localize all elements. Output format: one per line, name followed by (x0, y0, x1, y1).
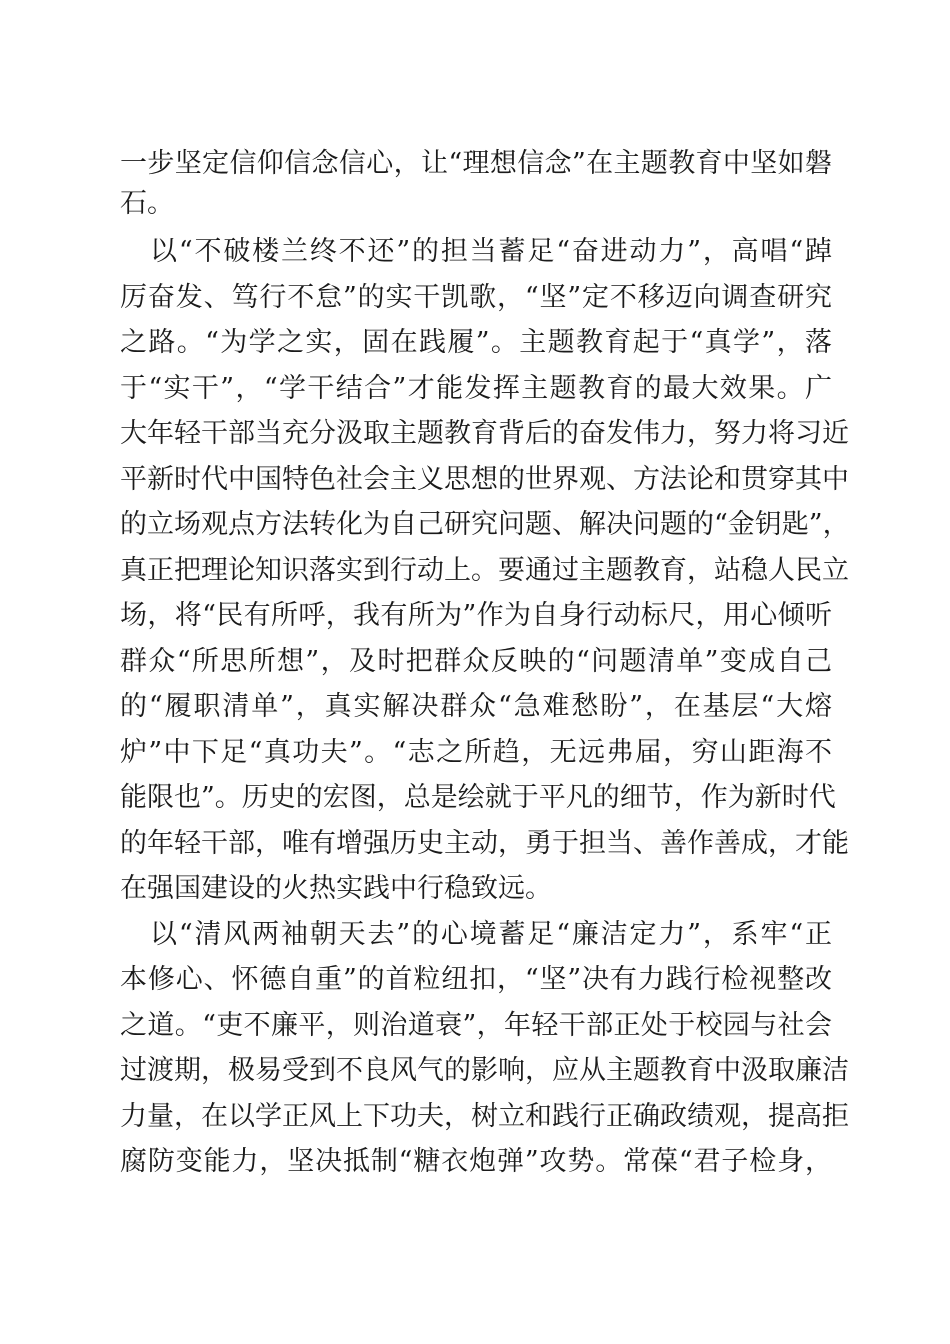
text-line: 于“实干”，“学干结合”才能发挥主题教育的最大效果。广 (120, 373, 832, 404)
text-line: 之路。“为学之实，固在践履”。主题教育起于“真学”，落 (120, 327, 832, 358)
text-line: 大年轻干部当充分汲取主题教育背后的奋发伟力，努力将习近 (120, 418, 849, 449)
text-line: 能限也”。历史的宏图，总是绘就于平凡的细节，作为新时代 (120, 782, 836, 813)
text-line: 群众“所思所想”，及时把群众反映的“问题清单”变成自己 (120, 646, 832, 677)
text-line: 的年轻干部，唯有增强历史主动，勇于担当、善作善成，才能 (120, 828, 849, 859)
text-line: 以“不破楼兰终不还”的担当蓄足“奋进动力”，高唱“踔 (150, 236, 832, 267)
text-line: 厉奋发、笃行不怠”的实干凯歌，“坚”定不移迈向调查研究 (120, 282, 832, 313)
text-line: 之道。“吏不廉平，则治道衰”，年轻干部正处于校园与社会 (120, 1010, 832, 1041)
text-line: 的立场观点方法转化为自己研究问题、解决问题的“金钥匙”， (120, 509, 850, 540)
text-line: 腐防变能力，坚决抵制“糖衣炮弹”攻势。常葆“君子检身， (120, 1146, 832, 1177)
text-line: 力量，在以学正风上下功夫，树立和践行正确政绩观，提高拒 (120, 1101, 849, 1132)
text-line: 在强国建设的火热实践中行稳致远。 (120, 873, 552, 904)
text-line: 炉”中下足“真功夫”。“志之所趋，无远弗届，穷山距海不 (120, 737, 832, 768)
text-line: 场，将“民有所呼，我有所为”作为自身行动标尺，用心倾听 (120, 600, 832, 631)
text-line: 真正把理论知识落实到行动上。要通过主题教育，站稳人民立 (120, 555, 849, 586)
text-line: 的“履职清单”，真实解决群众“急难愁盼”，在基层“大熔 (120, 691, 832, 722)
text-line: 过渡期，极易受到不良风气的影响，应从主题教育中汲取廉洁 (120, 1055, 849, 1086)
text-line: 平新时代中国特色社会主义思想的世界观、方法论和贯穿其中 (120, 464, 849, 495)
text-line: 本修心、怀德自重”的首粒纽扣，“坚”决有力践行检视整改 (120, 964, 832, 995)
text-line: 以“清风两袖朝天去”的心境蓄足“廉洁定力”，系牢“正 (150, 919, 832, 950)
text-line: 一步坚定信仰信念信心，让“理想信念”在主题教育中坚如磐 (120, 148, 832, 179)
text-line: 石。 (120, 188, 174, 219)
